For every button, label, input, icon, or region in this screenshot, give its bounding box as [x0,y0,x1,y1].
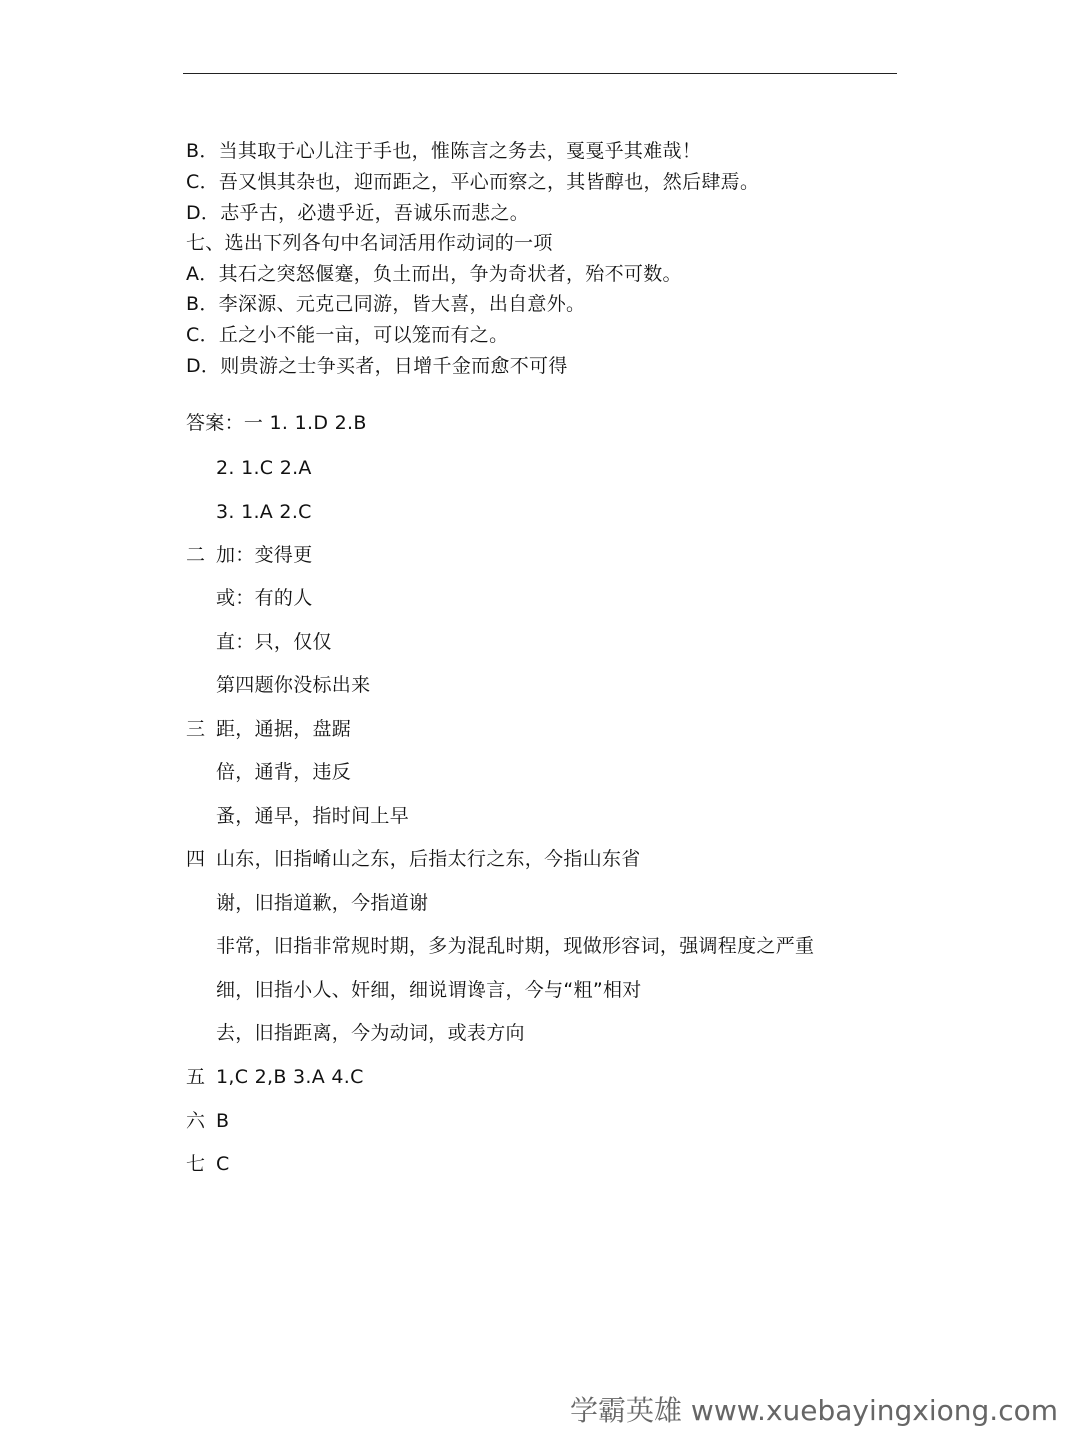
answer-two-number: 二 [186,544,206,566]
answer-three-2: 倍，通背，违反 [216,761,352,783]
q7-option-d: D．则贵游之士争买者，日增千金而愈不可得 [186,355,568,377]
answer-three-3: 蚤，通早，指时间上早 [216,805,410,827]
q7-title: 七、选出下列各句中名词活用作动词的一项 [186,232,553,254]
q6-option-c: C．吾又惧其杂也，迎而距之，平心而察之，其皆醇也，然后肆焉。 [186,171,760,193]
answer-four-2: 谢，旧指道歉，今指道谢 [216,892,429,914]
answer-intro: 答案：一 1. 1.D 2.B [186,412,367,434]
answer-two-row [186,543,313,567]
answer-five-1: 1,C 2,B 3.A 4.C [216,1066,364,1088]
answer-three-row [186,717,351,741]
answer-two-2: 或：有的人 [216,587,313,609]
q7-option-a: A．其石之突怒偃蹇，负土而出，争为奇状者，殆不可数。 [186,263,682,285]
answer-four-1: 山东，旧指崤山之东，后指太行之东，今指山东省 [216,848,641,870]
answer-four-4: 细，旧指小人、奸细，细说谓谗言，今与“粗”相对 [216,979,642,1001]
answer-seven-row [186,1152,230,1176]
q6-option-b: B．当其取于心儿注于手也，惟陈言之务去，戛戛乎其难哉！ [186,140,702,162]
q6-option-d: D．志乎古，必遗乎近，吾诚乐而悲之。 [186,202,530,224]
answer-two-4: 第四题你没标出来 [216,674,371,696]
q7-option-b: B．李深源、元克己同游，皆大喜，出自意外。 [186,293,586,315]
answer-four-row [186,847,641,871]
answer-one-2: 2. 1.C 2.A [216,457,312,479]
answer-six-1: B [216,1110,230,1132]
answer-six-number: 六 [186,1110,206,1132]
answer-three-1: 距，通据，盘踞 [216,718,352,740]
answer-seven-number: 七 [186,1153,206,1175]
answer-five-row [186,1065,364,1089]
answer-three-number: 三 [186,718,206,740]
answer-two-3: 直：只，仅仅 [216,631,332,653]
answer-one-3: 3. 1.A 2.C [216,501,312,523]
answer-four-5: 去，旧指距离，今为动词，或表方向 [216,1022,525,1044]
answer-four-3: 非常，旧指非常规时期，多为混乱时期，现做形容词，强调程度之严重 [216,935,815,957]
q7-option-c: C．丘之小不能一亩，可以笼而有之。 [186,324,509,346]
answer-seven-1: C [216,1153,230,1175]
answer-four-number: 四 [186,848,206,870]
answer-five-number: 五 [186,1066,206,1088]
answer-six-row [186,1109,229,1133]
header-rule [183,73,897,74]
answer-two-1: 加：变得更 [216,544,313,566]
watermark-footer: 学霸英雄 www.xuebayingxiong.com [570,1394,1058,1427]
